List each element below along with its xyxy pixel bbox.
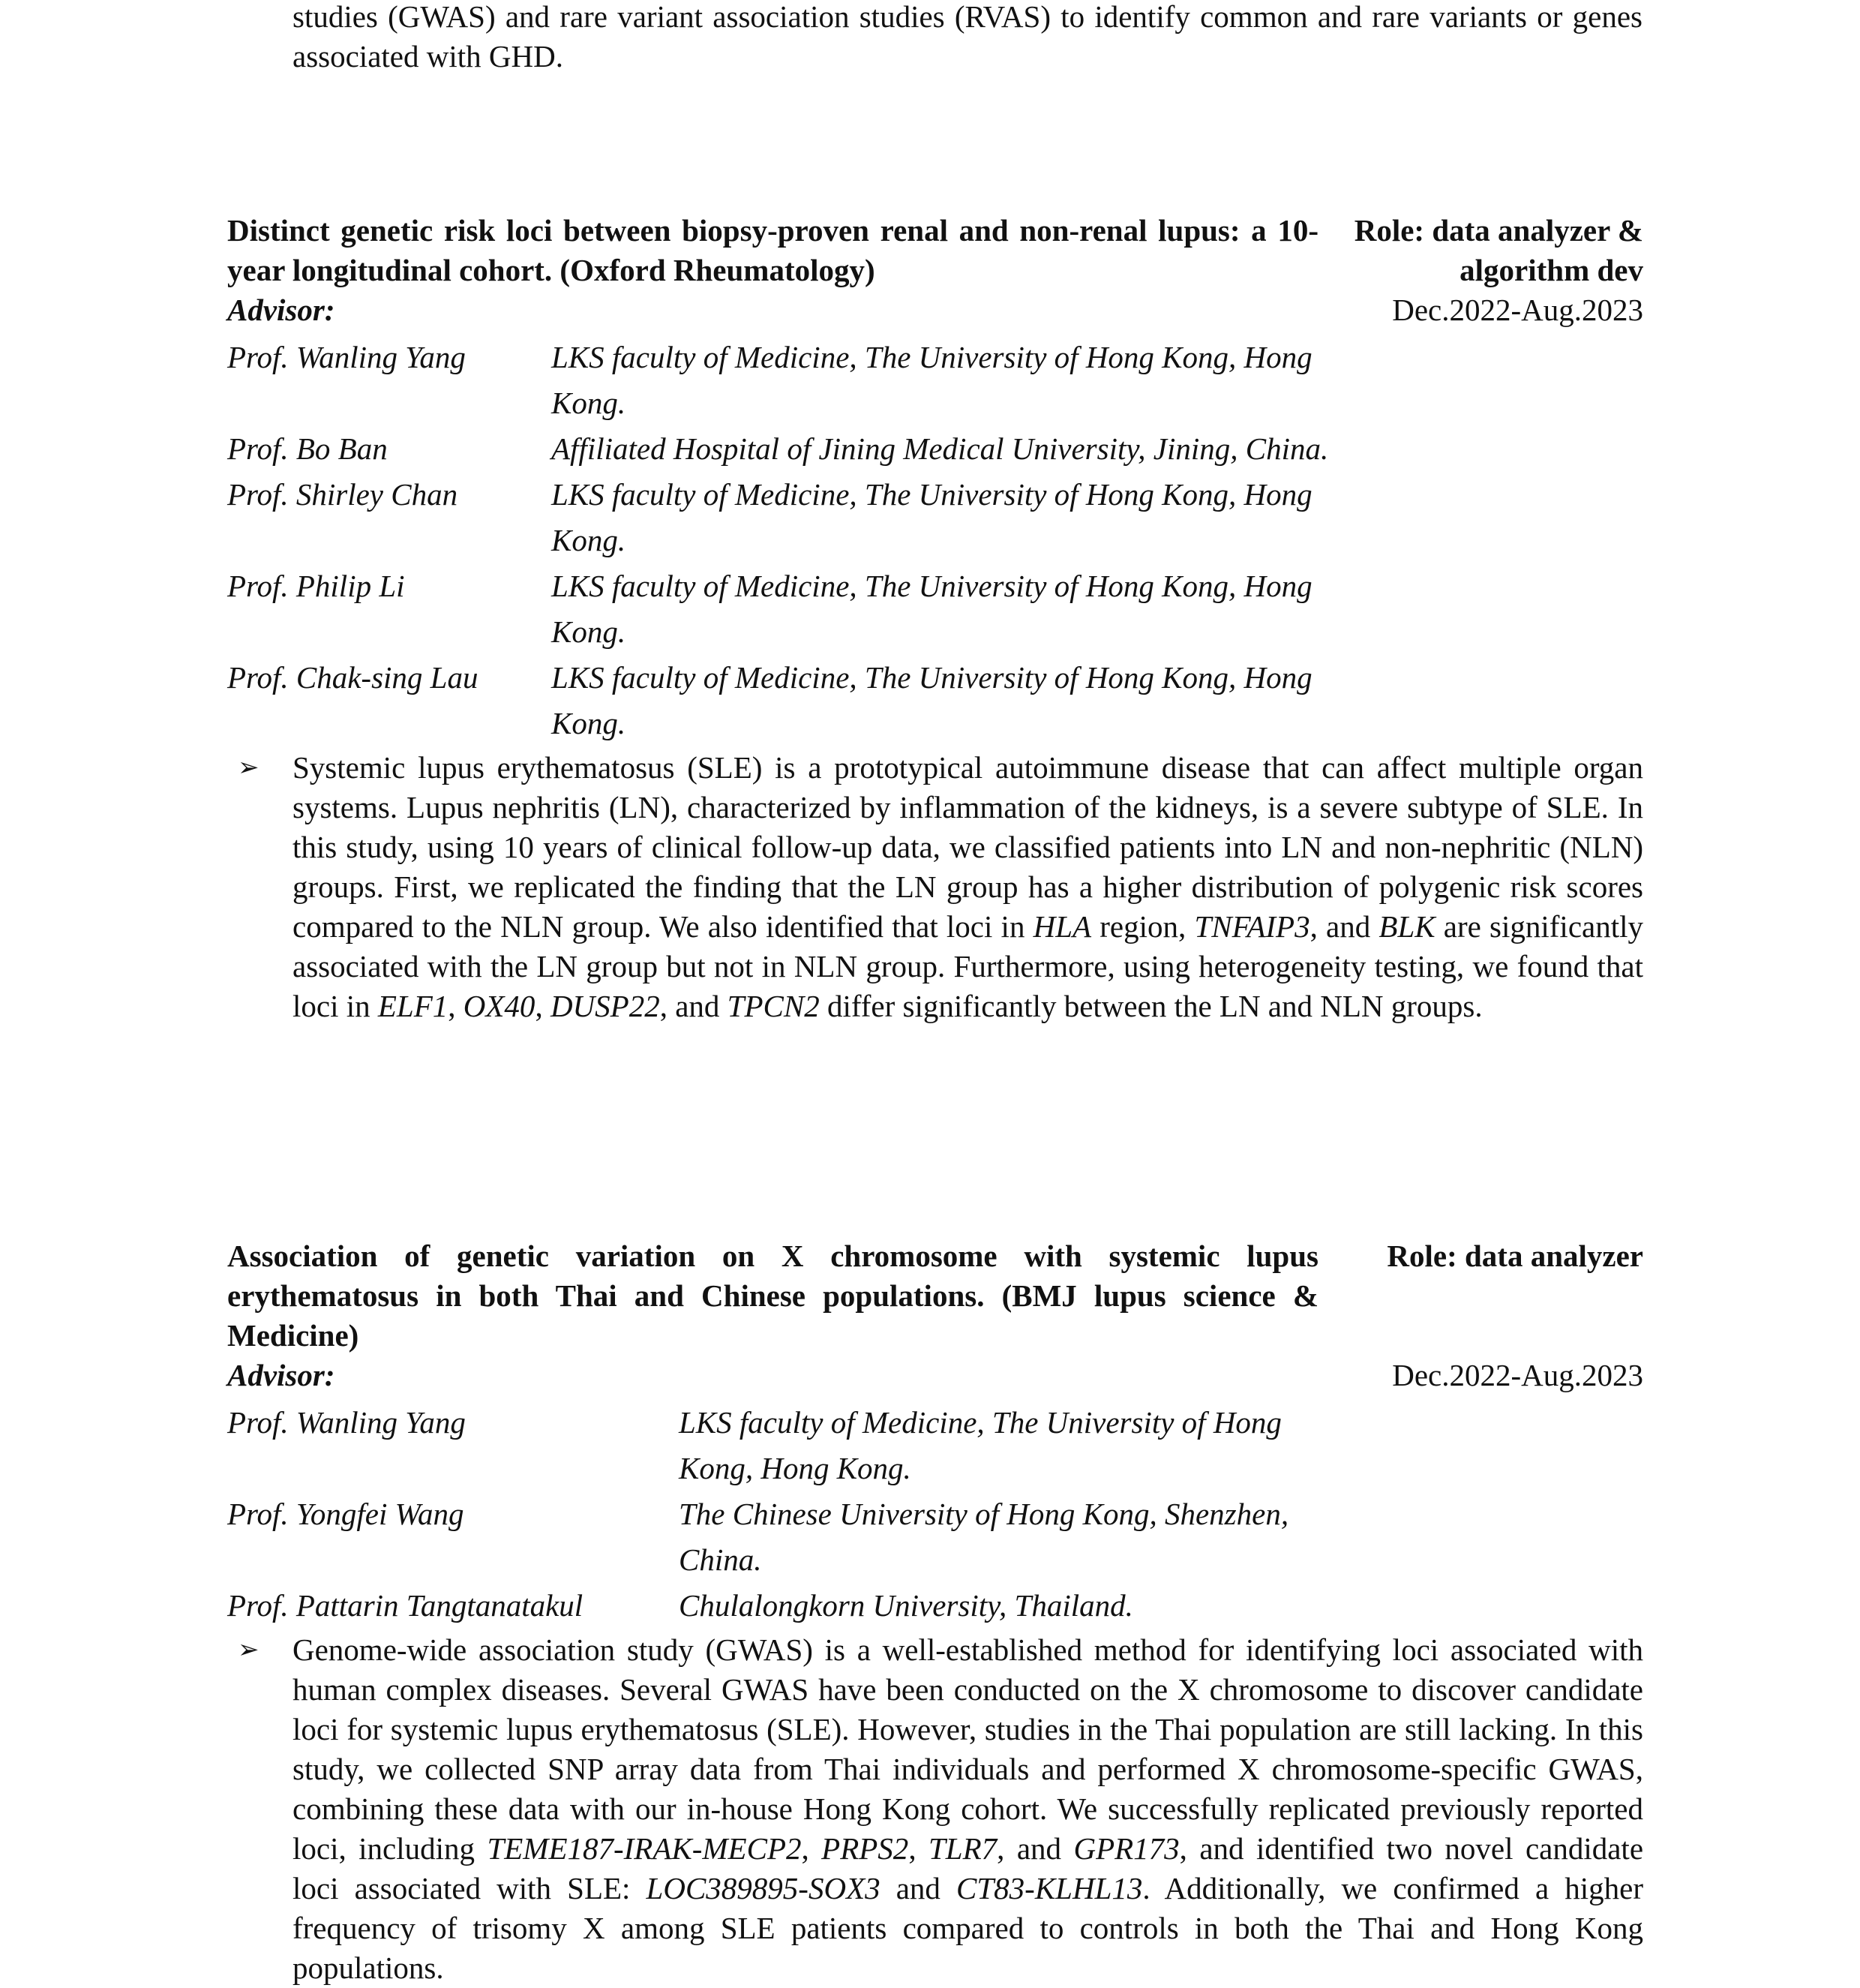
advisor-name: Prof. Chak-sing Lau bbox=[227, 660, 478, 695]
advisor-name: Prof. Yongfei Wang bbox=[227, 1497, 464, 1531]
advisor-header bbox=[227, 1356, 1643, 1395]
publication-entry-1 bbox=[227, 211, 1643, 1026]
gene-name: TEME187-IRAK-MECP2 bbox=[487, 1831, 802, 1866]
summary-segment: Systemic lupus erythematosus (SLE) is a prototypical autoimmune disease that can affect multiple organ systems. Lupus nephritis (LN), characterized by inflammation of the kidneys, is a severe subtype of SLE. In this study, using 10 years of clinical follow-up data, we classified patients into LN and non-nephritic (NLN) groups. First, we replicated the finding that the LN group has a higher distribution of polygenic risk scores compared to the NLN group. We also identified that loci in bbox=[292, 750, 1643, 944]
summary-segment: , and bbox=[997, 1831, 1074, 1866]
advisor-name: Prof. Wanling Yang bbox=[227, 1405, 466, 1440]
advisor-name: Prof. Shirley Chan bbox=[227, 477, 458, 512]
advisor-list bbox=[227, 335, 1643, 746]
advisor-affiliation: The Chinese University of Hong Kong, Shenzhen, China. bbox=[679, 1497, 1289, 1577]
advisor-label: Advisor: bbox=[227, 1358, 335, 1392]
gene-name: GPR173 bbox=[1073, 1831, 1180, 1866]
arrow-bullet-icon: ➢ bbox=[238, 754, 260, 782]
publication-entry-2 bbox=[227, 1236, 1643, 1988]
advisor-affiliation: Chulalongkorn University, Thailand. bbox=[679, 1588, 1133, 1623]
advisor-name: Prof. Bo Ban bbox=[227, 431, 388, 466]
summary-segment: region, bbox=[1091, 909, 1195, 944]
summary-bullet bbox=[227, 1630, 1643, 1988]
gene-name: TPCN2 bbox=[727, 989, 820, 1023]
summary-segment: Genome-wide association study (GWAS) is a well-established method for identifying loci associated with human complex diseases. Several GWAS have been conducted on the X chromosome to discover candidate loci for systemic lupus erythematosus (SLE). However, studies in the Thai population are still lacking. In this study, we collected SNP array data from Thai individuals and performed X chromosome-specific GWAS, combining these data with our in-house Hong Kong cohort. We successfully replicated previously reported loci, including bbox=[292, 1632, 1643, 1866]
summary-text bbox=[292, 1630, 1643, 1988]
advisor-item bbox=[227, 563, 1643, 655]
advisor-item bbox=[227, 426, 1643, 472]
summary-segment: , and bbox=[1310, 909, 1379, 944]
gene-name: OX40 bbox=[463, 989, 536, 1023]
publication-title: Association of genetic variation on X chromosome with systemic lupus erythematosus in both Thai and Chinese populations. (BMJ lupus science & Medicine) bbox=[227, 1239, 1318, 1353]
advisor-name: Prof. Philip Li bbox=[227, 569, 405, 603]
role-label: Role: data analyzer & algorithm dev bbox=[1354, 213, 1643, 287]
summary-segment: , bbox=[908, 1831, 928, 1866]
summary-segment: are significantly associated with the LN group but not in NLN group. Furthermore, using heterogeneity testing, we found that loci in bbox=[292, 909, 1643, 1023]
summary-segment: , bbox=[801, 1831, 822, 1866]
intro-text: studies (GWAS) and rare variant association studies (RVAS) to identify common and rare variants or genes associated with GHD. bbox=[292, 0, 1642, 74]
advisor-list bbox=[227, 1400, 1643, 1629]
summary-segment: and bbox=[880, 1871, 957, 1905]
entry-header bbox=[227, 211, 1643, 290]
advisor-header bbox=[227, 290, 1643, 330]
advisor-affiliation: LKS faculty of Medicine, The University of Hong Kong, Hong Kong. bbox=[551, 660, 1312, 740]
gene-name: TNFAIP3 bbox=[1194, 909, 1310, 944]
advisor-name: Prof. Wanling Yang bbox=[227, 340, 466, 374]
gene-name: CT83-KLHL13 bbox=[956, 1871, 1143, 1905]
summary-bullet bbox=[227, 748, 1643, 1026]
gene-name: HLA bbox=[1033, 909, 1092, 944]
advisor-affiliation: LKS faculty of Medicine, The University of Hong Kong, Hong Kong. bbox=[551, 340, 1312, 420]
advisor-item bbox=[227, 472, 1643, 563]
summary-segment: . Additionally, we confirmed a higher frequency of trisomy X among SLE patients compared to controls in both the Thai and Hong Kong populations. bbox=[292, 1871, 1643, 1985]
advisor-item bbox=[227, 335, 1643, 426]
advisor-item bbox=[227, 655, 1643, 746]
advisor-item bbox=[227, 1491, 1643, 1583]
arrow-bullet-icon: ➢ bbox=[238, 1636, 260, 1664]
summary-text bbox=[292, 748, 1643, 1026]
gene-name: PRPS2 bbox=[821, 1831, 909, 1866]
advisor-label: Advisor: bbox=[227, 293, 335, 327]
advisor-affiliation: Affiliated Hospital of Jining Medical University, Jining, China. bbox=[551, 431, 1329, 466]
summary-segment: , and identified two novel candidate loci associated with SLE: bbox=[292, 1831, 1644, 1905]
intro-paragraph bbox=[292, 0, 1642, 77]
gene-name: BLK bbox=[1378, 909, 1436, 944]
gene-name: DUSP22 bbox=[550, 989, 660, 1023]
summary-segment: , bbox=[448, 989, 464, 1023]
advisor-name: Prof. Pattarin Tangtanatakul bbox=[227, 1588, 584, 1623]
gene-name: LOC389895-SOX3 bbox=[646, 1871, 880, 1905]
advisor-item bbox=[227, 1400, 1643, 1491]
date-range: Dec.2022-Aug.2023 bbox=[1392, 1358, 1643, 1392]
gene-name: ELF1 bbox=[377, 989, 448, 1023]
publication-title: Distinct genetic risk loci between biopsy-proven renal and non-renal lupus: a 10-year longitudinal cohort. (Oxford Rheumatology) bbox=[227, 213, 1318, 287]
summary-segment: , and bbox=[659, 989, 728, 1023]
role-label: Role: data analyzer bbox=[1387, 1239, 1643, 1273]
summary-segment: differ significantly between the LN and NLN groups. bbox=[819, 989, 1483, 1023]
advisor-item bbox=[227, 1583, 1643, 1629]
advisor-affiliation: LKS faculty of Medicine, The University of Hong Kong, Hong Kong. bbox=[551, 569, 1312, 649]
advisor-affiliation: LKS faculty of Medicine, The University of Hong Kong, Hong Kong. bbox=[551, 477, 1312, 557]
entry-header bbox=[227, 1236, 1643, 1356]
gene-name: TLR7 bbox=[928, 1831, 998, 1866]
advisor-affiliation: LKS faculty of Medicine, The University of Hong Kong, Hong Kong. bbox=[679, 1405, 1282, 1485]
date-range: Dec.2022-Aug.2023 bbox=[1392, 293, 1643, 327]
summary-segment: , bbox=[535, 989, 550, 1023]
